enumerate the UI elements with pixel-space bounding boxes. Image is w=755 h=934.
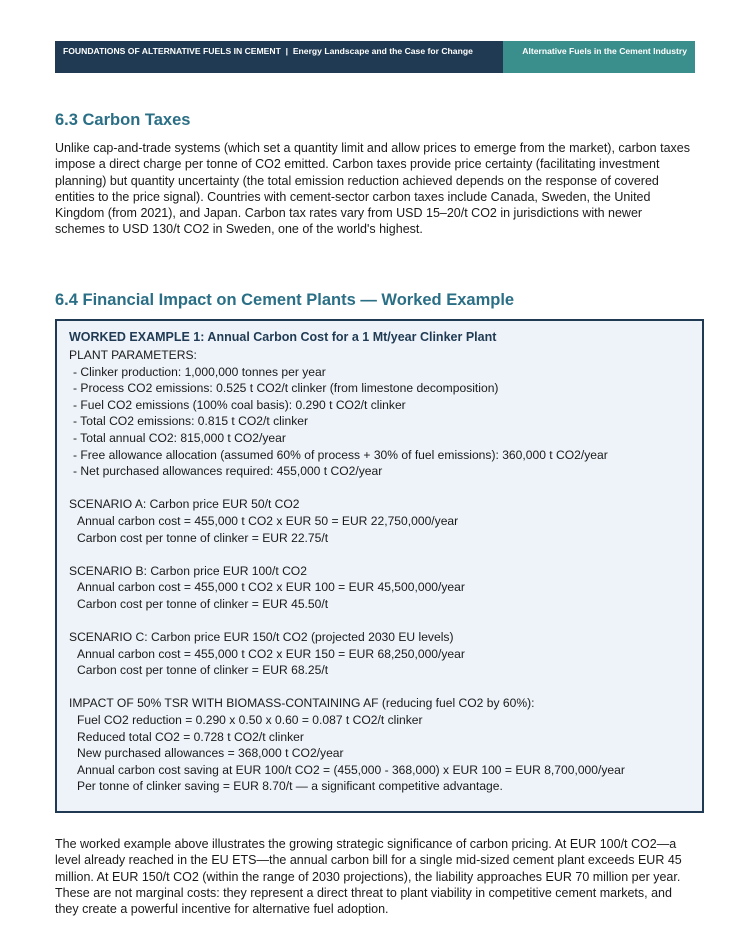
parameter-line: - Total CO2 emissions: 0.815 t CO2/t clinker <box>73 414 309 429</box>
scenario-a-line: Annual carbon cost = 455,000 t CO2 x EUR 50 = EUR 22,750,000/year <box>77 513 459 528</box>
section-6-4-title: 6.4 Financial Impact on Cement Plants — Worked Example <box>55 291 515 309</box>
scenario-b-line: Carbon cost per tonne of clinker = EUR 45.50/t <box>77 596 329 611</box>
impact-line: Reduced total CO2 = 0.728 t CO2/t clinker <box>77 729 304 744</box>
section-6-3-title: 6.3 Carbon Taxes <box>55 111 191 129</box>
section-6-3-body: Unlike cap-and-trade systems (which set a quantity limit and allow prices to emerge from the market), carbon taxes impose a direct charge per tonne of CO2 emitted. Carbon taxes provide price certainty (facilitating investment planning) but quantity uncertainty (the total emission reduction achieved depends on the response of covered entities to the price signal). Countries with cement-sector carbon taxes include Canada, Sweden, the United Kingdom (from 2021), and Japan. Carbon tax rates vary from USD 15–20/t CO2 in jurisdictions with newer schemes to USD 130/t CO2 in Sweden, one of the world's highest. <box>55 141 690 237</box>
worked-example-title: WORKED EXAMPLE 1: Annual Carbon Cost for a 1 Mt/year Clinker Plant <box>69 330 497 344</box>
scenario-b-line: Annual carbon cost = 455,000 t CO2 x EUR 100 = EUR 45,500,000/year <box>77 580 465 595</box>
scenario-a-heading: SCENARIO A: Carbon price EUR 50/t CO2 <box>69 497 300 512</box>
impact-line: Fuel CO2 reduction = 0.290 x 0.50 x 0.60 = 0.087 t CO2/t clinker <box>77 713 423 728</box>
scenario-a-line: Carbon cost per tonne of clinker = EUR 22.75/t <box>77 530 329 545</box>
parameter-line: - Net purchased allowances required: 455,000 t CO2/year <box>73 464 383 479</box>
parameter-line: - Clinker production: 1,000,000 tonnes per year <box>73 364 326 379</box>
worked-example-box <box>55 319 704 813</box>
parameter-line: - Free allowance allocation (assumed 60% of process + 30% of fuel emissions): 360,000 t CO2/year <box>73 447 608 462</box>
header-chapter-title: Energy Landscape and the Case for Change <box>292 46 473 56</box>
plant-parameters-heading: PLANT PARAMETERS: <box>69 348 197 362</box>
parameter-line: - Fuel CO2 emissions (100% coal basis): 0.290 t CO2/t clinker <box>73 397 406 412</box>
parameter-line: - Total annual CO2: 815,000 t CO2/year <box>73 430 286 445</box>
header-document-title <box>55 41 503 73</box>
impact-heading: IMPACT OF 50% TSR WITH BIOMASS-CONTAINING AF (reducing fuel CO2 by 60%): <box>69 696 535 711</box>
scenario-c-heading: SCENARIO C: Carbon price EUR 150/t CO2 (projected 2030 EU levels) <box>69 630 454 645</box>
impact-line: Per tonne of clinker saving = EUR 8.70/t — a significant competitive advantage. <box>77 779 503 794</box>
running-header <box>55 41 695 73</box>
impact-line: Annual carbon cost saving at EUR 100/t CO2 = (455,000 - 368,000) x EUR 100 = EUR 8,700,000/year <box>77 762 625 777</box>
parameter-line: - Process CO2 emissions: 0.525 t CO2/t clinker (from limestone decomposition) <box>73 381 499 396</box>
header-book-title: Alternative Fuels in the Cement Industry <box>503 41 695 73</box>
impact-line: New purchased allowances = 368,000 t CO2/year <box>77 746 344 761</box>
scenario-b-heading: SCENARIO B: Carbon price EUR 100/t CO2 <box>69 563 307 578</box>
header-title-bold: FOUNDATIONS OF ALTERNATIVE FUELS IN CEMENT <box>63 46 281 56</box>
closing-paragraph: The worked example above illustrates the growing strategic significance of carbon pricing. At EUR 100/t CO2—a level already reached in the EU ETS—the annual carbon bill for a single mid-sized cement plant exceeds EUR 45 million. At EUR 150/t CO2 (within the range of 2030 projections), the liability approaches EUR 70 million per year. These are not marginal costs: they represent a direct threat to plant viability in competitive cement markets, and they create a powerful incentive for alternative fuel adoption. <box>55 837 682 917</box>
scenario-c-line: Annual carbon cost = 455,000 t CO2 x EUR 150 = EUR 68,250,000/year <box>77 646 465 661</box>
scenario-c-line: Carbon cost per tonne of clinker = EUR 68.25/t <box>77 663 329 678</box>
header-separator: | <box>285 46 289 56</box>
